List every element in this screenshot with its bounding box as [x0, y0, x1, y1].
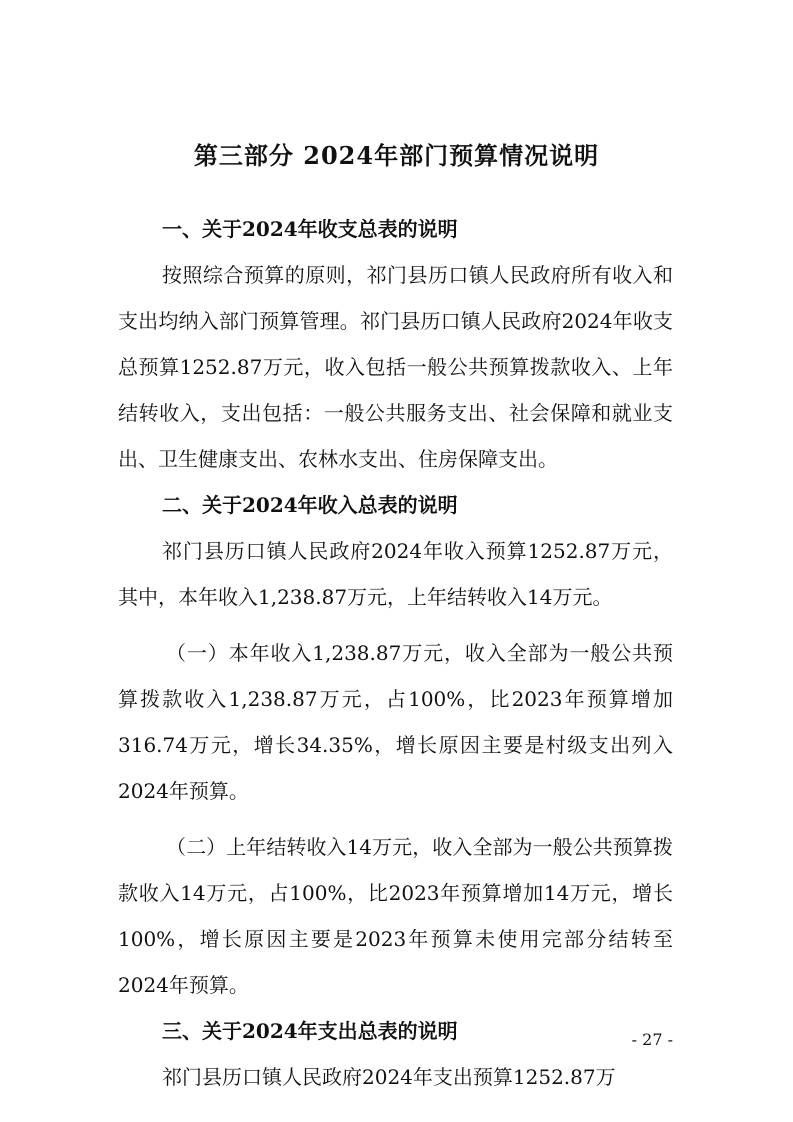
section-2-subparagraph-2: （二）上年结转收入14万元，收入全部为一般公共预算拨款收入14万元，占100%，比2023年预算增加14万元，增长100%，增长原因主要是2023年预算未使用完部分结转至2024年预算。	[118, 835, 673, 997]
section-2-paragraph-1: 祁门县历口镇人民政府2024年收入预算1252.87万元，其中，本年收入1,238.87万元，上年结转收入14万元。	[118, 539, 673, 609]
page-title: 第三部分 2024年部门预算情况说明	[193, 141, 600, 170]
section-1-paragraph-1: 按照综合预算的原则，祁门县历口镇人民政府所有收入和支出均纳入部门预算管理。祁门县历口镇人民政府2024年收支总预算1252.87万元，收入包括一般公共预算拨款收入、上年结转收入，支出包括：一般公共服务支出、社会保障和就业支出、卫生健康支出、农林水支出、住房保障支出。	[118, 263, 673, 471]
section-heading-1: 一、关于2024年收支总表的说明	[162, 217, 458, 241]
section-2-subparagraph-1: （一）本年收入1,238.87万元，收入全部为一般公共预算拨款收入1,238.87万元，占100%，比2023年预算增加316.74万元，增长34.35%，增长原因主要是村级支出列入2024年预算。	[118, 641, 673, 803]
document-body	[118, 206, 673, 1100]
page-number: - 27 -	[631, 1030, 673, 1049]
section-heading-3: 三、关于2024年支出总表的说明	[162, 1019, 458, 1043]
section-3-paragraph-1: 祁门县历口镇人民政府2024年支出预算1252.87万	[162, 1065, 616, 1089]
section-heading-2: 二、关于2024年收入总表的说明	[162, 493, 458, 517]
